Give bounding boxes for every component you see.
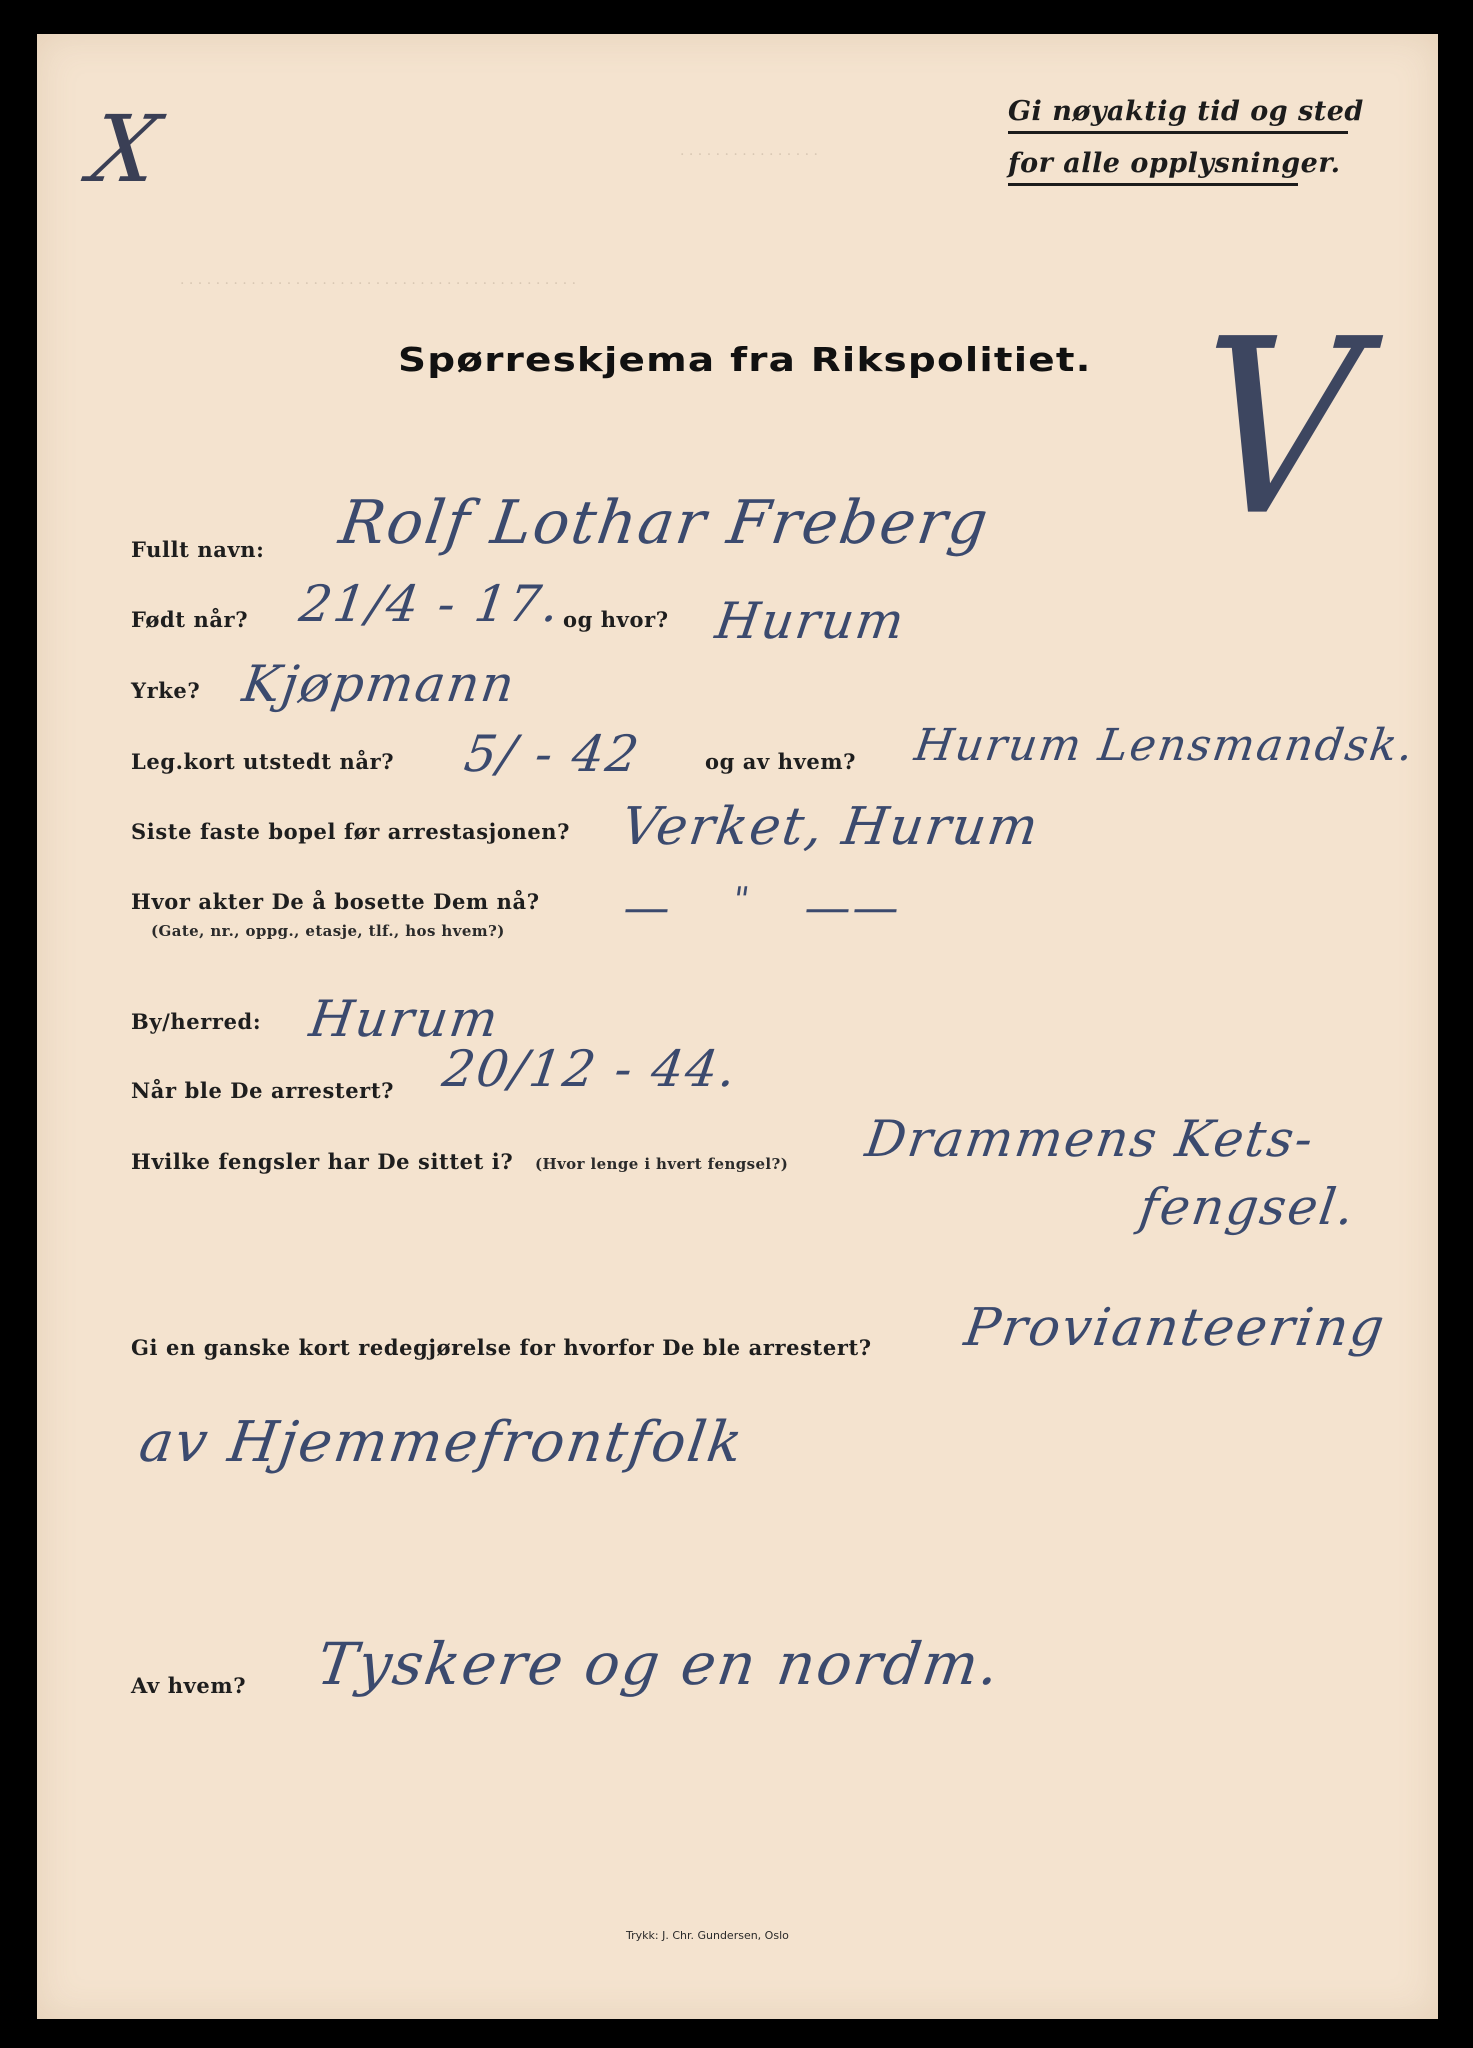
hint-prisons: (Hvor lenge i hvert fengsel?) [535, 1155, 789, 1173]
answer-prisons-line-1: Drammens Kets- [861, 1110, 1319, 1168]
answer-born-when: 21/4 - 17. [295, 575, 565, 633]
label-prisons: Hvilke fengsler har De sittet i? [131, 1149, 514, 1174]
label-id-card-issued: Leg.kort utstedt når? [131, 749, 395, 774]
show-through-text: . . . . . . . . . . . . . . . . [680, 143, 818, 159]
instruction-line-2: for alle opplysninger. [1008, 148, 1298, 186]
answer-id-card-by-whom: Hurum Lensmandsk. [911, 720, 1419, 771]
check-mark: V [1162, 287, 1392, 569]
answer-last-residence: Verket, Hurum [617, 797, 1044, 857]
answer-intended-residence-dash-1: — [620, 880, 676, 934]
answer-town-district: Hurum [305, 990, 504, 1048]
answer-prisons-line-2: fengsel. [1135, 1178, 1360, 1236]
show-through-text: . . . . . . . . . . . . . . . . . . . . . . . . . . . . . . . . . . . . . . . . . . . . . [180, 272, 577, 288]
answer-arrest-reason-line-2: av Hjemmefrontfolk [135, 1410, 749, 1475]
label-arrested-by: Av hvem? [131, 1673, 247, 1698]
label-id-card-by-whom: og av hvem? [705, 749, 857, 774]
form-title: Spørreskjema fra Rikspolitiet. [398, 340, 1092, 379]
answer-id-card-issued: 5/ - 42 [460, 725, 645, 783]
label-intended-residence: Hvor akter De å bosette Dem nå? [131, 889, 540, 914]
label-born-when: Født når? [131, 607, 249, 632]
answer-occupation: Kjøpmann [238, 655, 520, 713]
label-town-district: By/herred: [131, 1009, 262, 1034]
label-arrest-date: Når ble De arrestert? [131, 1078, 395, 1103]
label-born-where: og hvor? [563, 607, 669, 632]
answer-born-where: Hurum [711, 592, 910, 650]
x-mark: X [82, 96, 169, 203]
instruction-line-1: Gi nøyaktig tid og sted [1008, 96, 1348, 134]
answer-intended-residence-ditto: " [730, 880, 754, 920]
answer-arrested-by: Tyskere og en nordm. [313, 1630, 1006, 1698]
label-last-residence: Siste faste bopel før arrestasjonen? [131, 819, 571, 844]
answer-arrest-reason-line-1: Provianteering [960, 1298, 1390, 1358]
printer-imprint: Trykk: J. Chr. Gundersen, Oslo [626, 1929, 789, 1942]
hint-intended-residence: (Gate, nr., oppg., etasje, tlf., hos hvem?) [151, 922, 505, 940]
label-occupation: Yrke? [131, 678, 201, 703]
label-arrest-reason: Gi en ganske kort redegjørelse for hvorfor De ble arrestert? [131, 1335, 872, 1360]
answer-intended-residence-dash-2: —— [801, 880, 905, 934]
answer-full-name: Rolf Lothar Freberg [335, 488, 994, 558]
answer-arrest-date: 20/12 - 44. [438, 1040, 742, 1098]
label-full-name: Fullt navn: [131, 537, 265, 562]
